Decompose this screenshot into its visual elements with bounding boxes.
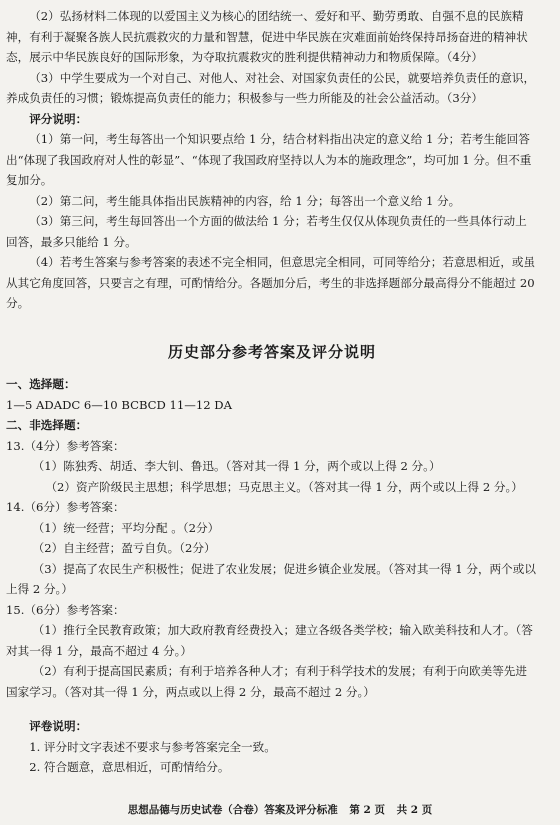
q13-answer-2: （2）资产阶级民主思想；科学思想；马克思主义。（答对其一得 1 分，两个或以上得 2 分。） — [45, 479, 523, 494]
history-section-title: 历史部分参考答案及评分说明 — [167, 342, 376, 361]
review-note-2: 2. 符合题意，意思相近，可酌情给分。 — [29, 760, 230, 774]
scoring-note-4: （4）若考生答案与参考答案的表述不完全相同，但意思完全相同，可同等给分；若意思相近，或虽从其它角度回答，只要言之有理，可酌情给分。各题加分后，考生的非选择题部分最高得分不能超过 20 分。 — [6, 255, 536, 310]
q15-heading: 15.（6分）参考答案： — [6, 602, 125, 617]
q15-answer-2: （2）有利于提高国民素质；有利于培养各种人才；有利于科学技术的发展；有利于向欧美等先进国家学习。（答对其一得 1 分，两点或以上得 2 分，最高不超过 2 分。） — [6, 664, 527, 699]
choice-answers: 1—5 ADADC 6—10 BCBCD 11—12 DA — [6, 397, 232, 412]
footer-doc-title: 思想品德与历史试卷（合卷）答案及评分标准 — [127, 804, 338, 816]
politics-answer-3: （3）中学生要成为一个对自己、对他人、对社会、对国家负责任的公民，就要培养负责任的意识，养成负责任的习惯；锻炼提高负责任的能力；积极参与一些力所能及的社会公益活动。（3分） — [6, 70, 536, 105]
scoring-notes-title: 评分说明： — [29, 111, 88, 126]
q13-answer-1: （1）陈独秀、胡适、李大钊、鲁迅。（答对其一得 1 分，两个或以上得 2 分。） — [32, 459, 441, 473]
q14-answer-1: （1）统一经营；平均分配 。（2分） — [32, 520, 220, 535]
q15-answer-1: （1）推行全民教育政策；加大政府教育经费投入；建立各级各类学校；输入欧美科技和人才。（答对其一得 1 分，最高不超过 4 分。） — [6, 623, 533, 658]
scoring-note-1: （1）第一问，考生每答出一个知识要点给 1 分，结合材料指出决定的意义给 1 分；若考生能回答出“体现了我国政府对人性的彰显”、“体现了我国政府坚持以人为本的施政理念”，均可加 1 分。但不重复加分。 — [6, 132, 532, 187]
q14-heading: 14.（6分）参考答案： — [6, 500, 125, 514]
review-notes-title: 评卷说明： — [29, 719, 88, 733]
footer-page-total: 共 2 页 — [396, 804, 433, 816]
review-note-1: 1. 评分时文字表述不要求与参考答案完全一致。 — [29, 739, 276, 754]
footer-page-number: 第 2 页 — [349, 804, 385, 816]
scoring-note-3: （3）第三问，考生每回答出一个方面的做法给 1 分；若考生仅仅从体现负责任的一些具体行动上回答，最多只能给 1 分。 — [6, 214, 527, 249]
q13-heading: 13.（4分）参考答案： — [6, 438, 125, 453]
page-footer — [0, 800, 560, 821]
politics-answer-2: （2）弘扬材料二体现的以爱国主义为核心的团结统一、爱好和平、勤劳勇敢、自强不息的民族精神，有利于凝聚各族人民抗震救灾的力量和智慧，促进中华民族在灾难面前始终保持昂扬奋进的精神状态，展示中华民族良好的国际形象，为夺取抗震救灾的胜利提供精神动力和物质保障。（4分） — [6, 9, 528, 64]
q14-answer-3: （3）提高了农民生产积极性；促进了农业发展；促进乡镇企业发展。（答对其一得 1 分，两个或以上得 2 分。） — [6, 561, 536, 596]
scoring-note-2: （2）第二问，考生能具体指出民族精神的内容，给 1 分；每答出一个意义给 1 分。 — [29, 193, 461, 208]
choice-heading: 一、选择题： — [6, 377, 76, 391]
non-choice-heading: 二、非选择题： — [6, 418, 88, 432]
q14-answer-2: （2）自主经营；盈亏自负。（2分） — [32, 541, 216, 555]
